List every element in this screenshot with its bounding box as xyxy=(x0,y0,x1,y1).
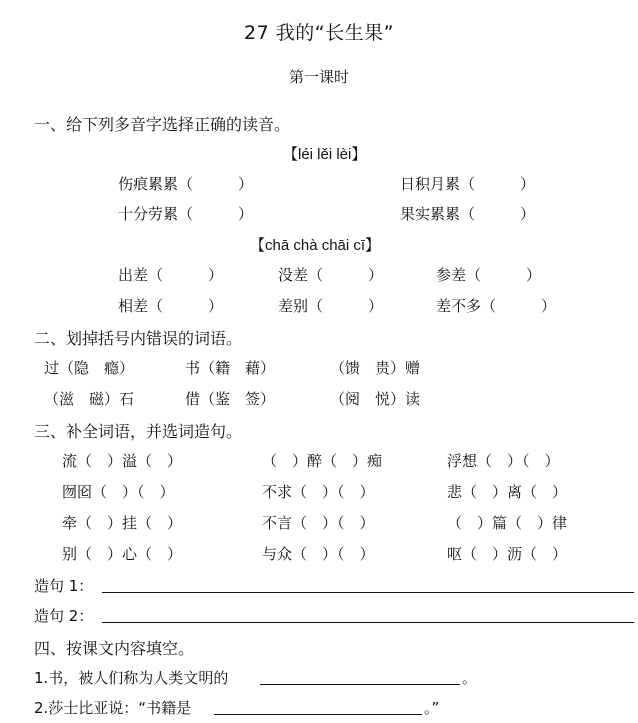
polyphone-item: 差别（ ） xyxy=(278,297,384,315)
idiom-item: （ ）篇（ ）律 xyxy=(447,514,568,532)
polyphone-item: 出差（ ） xyxy=(118,266,224,284)
idiom-item: 呕（ ）沥（ ） xyxy=(447,545,568,563)
word-choice-item: 借（鉴 签） xyxy=(185,390,276,408)
sentence2-label: 造句 2： xyxy=(34,607,94,625)
word-choice-item: 书（籍 藉） xyxy=(185,359,276,377)
idiom-item: 囫囵（ ）（ ） xyxy=(62,483,175,501)
idiom-item: 不言（ ）（ ） xyxy=(262,514,375,532)
polyphone-item: 相差（ ） xyxy=(118,297,224,315)
lesson-subtitle: 第一课时 xyxy=(288,68,349,86)
idiom-item: （ ）醉（ ）痴 xyxy=(262,452,383,470)
word-choice-item: （馈 贵）赠 xyxy=(330,359,421,377)
polyphone-item: 伤痕累累（ ） xyxy=(118,175,254,193)
polyphone-item: 日积月累（ ） xyxy=(400,175,536,193)
fill-question-2-prefix: 2.莎士比亚说：“书籍是 xyxy=(34,699,192,717)
page-title: 27 我的“长生果” xyxy=(244,22,394,44)
word-choice-item: 过（隐 瘾） xyxy=(44,359,135,377)
fill-question-2-blank[interactable] xyxy=(214,714,422,715)
section1-heading: 一、给下列多音字选择正确的读音。 xyxy=(34,115,291,134)
fill-question-2-suffix: 。” xyxy=(424,699,440,717)
section2-heading: 二、划掉括号内错误的词语。 xyxy=(34,329,243,348)
fill-question-1-suffix: 。 xyxy=(462,669,478,687)
polyphone-item: 果实累累（ ） xyxy=(400,205,536,223)
section4-heading: 四、按课文内容填空。 xyxy=(34,639,195,658)
fill-question-1-blank[interactable] xyxy=(260,684,460,685)
word-choice-item: （滋 磁）石 xyxy=(44,390,135,408)
polyphone-item: 十分劳累（ ） xyxy=(118,205,254,223)
sentence1-answer-line[interactable] xyxy=(102,592,634,593)
polyphone-item: 差不多（ ） xyxy=(436,297,557,315)
pinyin-options-cha: 【chā chà chāi cī】 xyxy=(250,237,381,254)
polyphone-item: 没差（ ） xyxy=(278,266,384,284)
polyphone-item: 参差（ ） xyxy=(436,266,542,284)
idiom-item: 悲（ ）离（ ） xyxy=(447,483,568,501)
sentence2-answer-line[interactable] xyxy=(102,622,634,623)
idiom-item: 别（ ）心（ ） xyxy=(62,545,183,563)
word-choice-item: （阅 悦）读 xyxy=(330,390,421,408)
idiom-item: 流（ ）溢（ ） xyxy=(62,452,183,470)
idiom-item: 牵（ ）挂（ ） xyxy=(62,514,183,532)
idiom-item: 不求（ ）（ ） xyxy=(262,483,375,501)
idiom-item: 与众（ ）（ ） xyxy=(262,545,375,563)
idiom-item: 浮想（ ）（ ） xyxy=(447,452,560,470)
sentence1-label: 造句 1： xyxy=(34,577,94,595)
section3-heading: 三、补全词语，并选词造句。 xyxy=(34,422,243,441)
pinyin-options-lei: 【léi lěi lèi】 xyxy=(283,146,367,163)
fill-question-1-prefix: 1.书，被人们称为人类文明的 xyxy=(34,669,229,687)
